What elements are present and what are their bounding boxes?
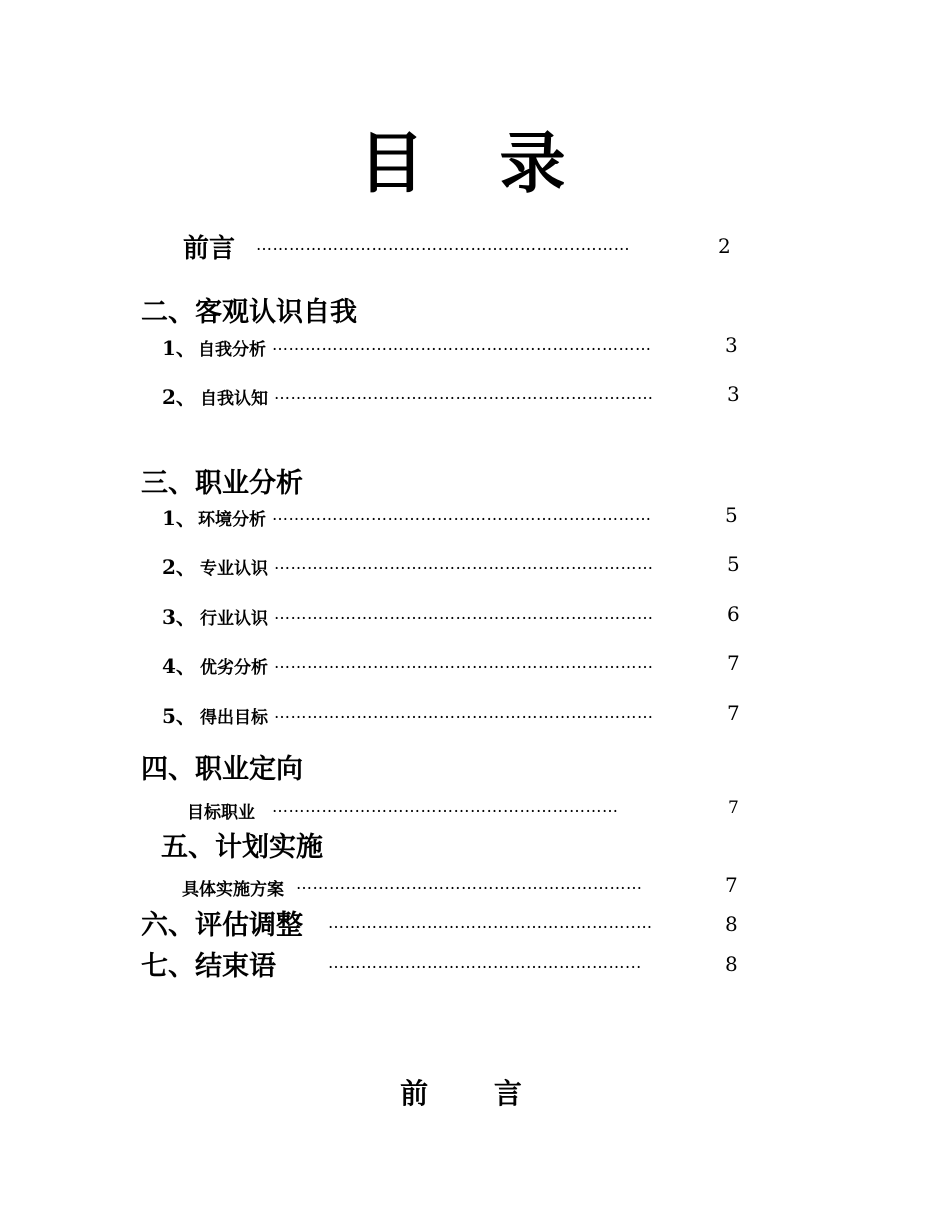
toc-section-2-title[interactable]: 二、客观认识自我 bbox=[141, 297, 357, 328]
toc-section-7-page: 8 bbox=[725, 952, 738, 976]
toc-item-dots: …………………………………………………………… bbox=[272, 335, 652, 354]
toc-item-number: 2、 bbox=[162, 385, 196, 409]
toc-item-number: 1、 bbox=[162, 336, 196, 360]
toc-item-number: 5、 bbox=[162, 704, 196, 728]
toc-title: 目 录 bbox=[358, 124, 592, 202]
toc-item-major-knowledge[interactable]: 专业认识 bbox=[200, 559, 268, 579]
preface-heading: 前 言 bbox=[400, 1077, 550, 1110]
toc-item-number: 1、 bbox=[162, 506, 196, 530]
toc-item-dots: …………………………………………………………… bbox=[274, 703, 654, 722]
toc-item-self-cognition[interactable]: 自我认知 bbox=[200, 389, 268, 409]
toc-item-industry-knowledge[interactable]: 行业认识 bbox=[200, 609, 268, 629]
toc-section-6-dots: ………………………………………………..… bbox=[328, 913, 653, 932]
toc-item-page: 3 bbox=[725, 333, 738, 357]
toc-section-3-title[interactable]: 三、职业分析 bbox=[141, 468, 303, 499]
toc-section-7-dots: ………………………………………………... bbox=[328, 953, 642, 972]
toc-item-self-analysis[interactable]: 自我分析 bbox=[198, 340, 266, 360]
toc-item-set-goal[interactable]: 得出目标 bbox=[200, 708, 268, 728]
toc-item-page: 5 bbox=[725, 503, 738, 527]
toc-item-page: 6 bbox=[727, 602, 740, 626]
toc-item-page: 7 bbox=[727, 701, 740, 725]
toc-item-page: 3 bbox=[727, 382, 740, 406]
toc-item-implementation-plan[interactable]: 具体实施方案 bbox=[182, 880, 284, 900]
toc-item-dots: …………………………………………………………… bbox=[274, 554, 654, 573]
toc-preface-label[interactable]: 前言 bbox=[183, 234, 236, 264]
toc-preface-dots: …………………………………………………..……… bbox=[256, 235, 631, 254]
toc-section-5-title[interactable]: 五、计划实施 bbox=[161, 832, 323, 863]
toc-item-target-career[interactable]: 目标职业 bbox=[187, 803, 255, 823]
toc-item-number: 3、 bbox=[162, 605, 196, 629]
toc-item-page: 7 bbox=[725, 873, 738, 897]
toc-section-6-page: 8 bbox=[725, 912, 738, 936]
toc-item-environment-analysis[interactable]: 环境分析 bbox=[198, 510, 266, 530]
toc-item-swot-analysis[interactable]: 优劣分析 bbox=[200, 658, 268, 678]
toc-item-dots: …………………………………………………………… bbox=[272, 505, 652, 524]
toc-section-6-title[interactable]: 六、评估调整 bbox=[141, 910, 303, 941]
toc-item-dots: …………………………………………………………… bbox=[274, 384, 654, 403]
toc-item-number: 4、 bbox=[162, 654, 196, 678]
toc-item-number: 2、 bbox=[162, 555, 196, 579]
toc-item-dots: ……………………………………………………… bbox=[272, 797, 619, 816]
toc-item-dots: …………………………………………………………… bbox=[274, 604, 654, 623]
toc-item-page: 5 bbox=[727, 552, 740, 576]
toc-item-page: 7 bbox=[728, 798, 739, 818]
toc-item-page: 7 bbox=[727, 651, 740, 675]
toc-section-4-title[interactable]: 四、职业定向 bbox=[141, 754, 303, 785]
toc-item-dots: ……………………………………………………… bbox=[296, 874, 643, 893]
toc-item-dots: …………………………………………………………… bbox=[274, 653, 654, 672]
toc-preface-page: 2 bbox=[718, 234, 731, 258]
toc-section-7-title[interactable]: 七、结束语 bbox=[141, 951, 276, 982]
